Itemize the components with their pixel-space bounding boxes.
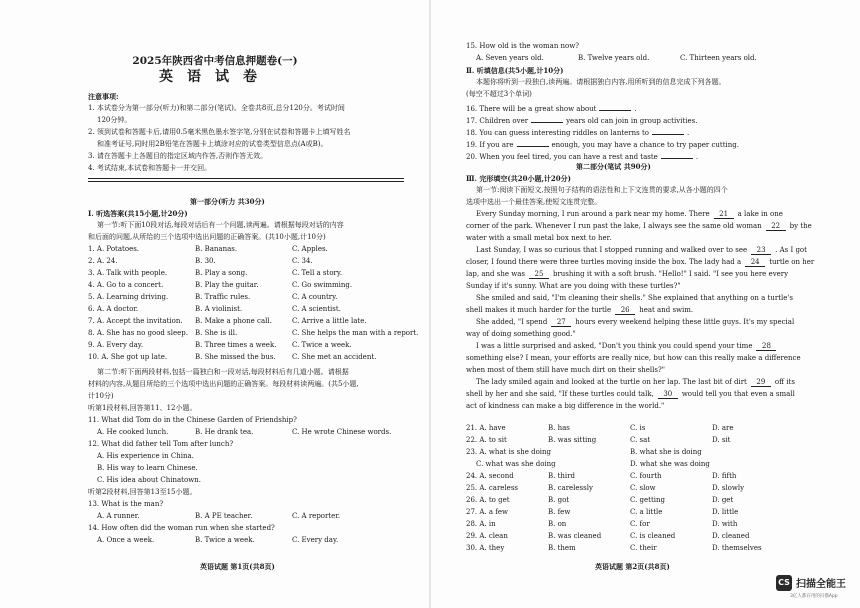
cloze-blank-number[interactable]: 21	[714, 210, 734, 219]
question-option-a[interactable]: 7. A. Accept the invitation.	[88, 317, 183, 325]
cloze-blank-number[interactable]: 24	[745, 258, 765, 267]
question-13: 13. What is the man?	[88, 500, 164, 508]
passage-line	[466, 354, 801, 363]
question-option-a[interactable]: 1. A. Potatoes.	[88, 245, 140, 253]
choice-option[interactable]: B. carelessly	[548, 484, 593, 492]
passage-line	[466, 402, 664, 411]
section2-title: Ⅱ. 听填信息(共5小题,计10分)	[466, 66, 564, 75]
question-11: 11. What did Tom do in the Chinese Garden of Friendship?	[88, 416, 297, 424]
passage-text: heat and swim.	[639, 306, 694, 314]
question-option-a[interactable]: 5. A. Learning driving.	[88, 293, 169, 301]
answer-blank[interactable]	[652, 126, 684, 135]
choice-option[interactable]: 28. A. in	[466, 520, 496, 528]
cloze-blank-number[interactable]: 26	[615, 306, 635, 315]
choice-option[interactable]: D. fifth	[712, 472, 737, 480]
choice-option[interactable]: 26. A. to get	[466, 496, 510, 504]
question-option-a[interactable]: 10. A. She got up late.	[88, 353, 168, 361]
question-option-c[interactable]: C. Arrive a little late.	[292, 317, 367, 325]
section3-instruction: 选项中选出一个最佳答案,使短文连贯完整。	[466, 198, 602, 206]
passage-text: would tell you that even a small	[681, 390, 795, 398]
choice-option[interactable]: C. a little	[630, 508, 663, 516]
listen-instruction: 听第2段材料,回答第13至15小题。	[88, 488, 197, 496]
option[interactable]: C. Thirteen years old.	[680, 54, 757, 62]
question-option-b[interactable]: B. She missed the bus.	[195, 353, 276, 361]
passage-text: a lake in one	[737, 210, 783, 218]
choice-option[interactable]: 29. A. clean	[466, 532, 508, 540]
question-option-c[interactable]: C. She met an accident.	[292, 353, 377, 361]
passage-line	[466, 330, 576, 339]
option[interactable]: B. He drank tea.	[195, 428, 254, 436]
fill-question-text: 16. There will be a great show about	[466, 105, 597, 113]
section1-intro: 和后面的问题,从所给的三个选项中选出问题的正确答案。(共10小题,计10分)	[88, 233, 326, 241]
passage-text: I was a little surprised and asked, "Don't you think you could spend your time	[476, 342, 753, 350]
option[interactable]: A. Once a week.	[97, 536, 155, 544]
passage-line	[466, 222, 812, 231]
fill-question-text: 20. When you feel tired, you can have a rest and taste	[466, 153, 658, 161]
passage-text: off its	[774, 378, 795, 386]
fill-question	[466, 114, 697, 126]
question-option-c[interactable]: C. Go swimming.	[292, 281, 353, 289]
passage-line	[476, 246, 807, 255]
question-12: 12. What did father tell Tom after lunch?	[88, 440, 234, 448]
section2-intro: 材料的内容,从题目所给的三个选项中选出问题的正确答案。每段材料读两遍。(共5小题,	[88, 380, 359, 388]
notice-line: 4. 考试结束,本试卷和答题卡一并交回。	[88, 164, 212, 172]
question-option-b[interactable]: B. Play a song.	[195, 269, 248, 277]
question-option-c[interactable]: C. Apples.	[292, 245, 328, 253]
passage-line	[476, 294, 793, 303]
divider-line	[88, 181, 404, 182]
notice-line: 1. 本试卷分为第一部分(听力)和第二部分(笔试)。全卷共8页,总分120分。考试时间	[88, 104, 345, 112]
cloze-blank-number[interactable]: 30	[658, 390, 678, 399]
question-option-a[interactable]: 4. A. Go to a concert.	[88, 281, 164, 289]
question-option-a[interactable]: 2. A. 24.	[88, 257, 118, 265]
passage-line	[466, 390, 795, 399]
question-option-c[interactable]: C. She helps the man with a report.	[292, 329, 419, 337]
question-option-b[interactable]: B. She is ill.	[195, 329, 238, 337]
choice-option[interactable]: 30. A. they	[466, 544, 505, 552]
passage-line	[476, 318, 794, 327]
choice-option[interactable]: D. get	[712, 496, 734, 504]
choice-option[interactable]: C. is	[630, 424, 646, 432]
passage-line	[466, 282, 681, 291]
part1-title: 第一部分(听力 共30分)	[190, 197, 265, 206]
fill-question-text: 17. Children over	[466, 117, 529, 125]
passage-text: something else? I mean, your efforts are really nice, but how can this really make a difference	[466, 354, 801, 362]
passage-text: She added, "I spend	[476, 318, 548, 326]
choice-option[interactable]: 21. A. have	[466, 424, 506, 432]
fill-question-text: .	[634, 105, 637, 113]
option[interactable]: B. Twice a week.	[195, 536, 255, 544]
section1-title: Ⅰ. 听选答案(共15小题,计20分)	[88, 209, 188, 218]
choice-option[interactable]: D. slowly	[712, 484, 745, 492]
question-option-a[interactable]: 8. A. She has no good sleep.	[88, 329, 188, 337]
choice-option[interactable]: D. are	[712, 424, 734, 432]
choice-option[interactable]: B. was sitting	[548, 436, 597, 444]
choice-option[interactable]: C. slow	[630, 484, 656, 492]
passage-text: Last Sunday, I was so curious that I stopped running and walked over to see	[476, 246, 748, 254]
passage-line	[466, 270, 788, 279]
question-option-c[interactable]: C. Twice a week.	[292, 341, 352, 349]
option[interactable]: B. A PE teacher.	[195, 512, 253, 520]
choice-option[interactable]: C. is cleaned	[630, 532, 676, 540]
choice-option[interactable]: D. sit	[712, 436, 731, 444]
choice-option[interactable]: 23. A. what is she doing	[466, 448, 552, 456]
divider-line	[88, 178, 404, 179]
question-option-a[interactable]: 9. A. Every day.	[88, 341, 144, 349]
choice-option[interactable]: C. getting	[630, 496, 666, 504]
question-option-b[interactable]: B. Bananas.	[195, 245, 238, 253]
question-15: 15. How old is the woman now?	[466, 42, 580, 50]
cloze-blank-number[interactable]: 29	[751, 378, 771, 387]
passage-text: shell by her and she said, "If these turtles could talk,	[466, 390, 654, 398]
fill-question-text: enough, you may have a chance to try paper cutting.	[551, 141, 739, 149]
passage-line	[466, 234, 611, 243]
choice-option[interactable]: D. cleaned	[712, 532, 750, 540]
passage-text: Sunday if it's sunny. What are you doing with these turtles?"	[466, 282, 681, 290]
section2-intro: 第二节:听下面两段材料,包括一篇独白和一段对话,每段材料后有几道小题。请根据	[97, 368, 349, 376]
exam-subject: 英语试卷	[159, 69, 271, 85]
question-14: 14. How often did the woman run when she started?	[88, 524, 275, 532]
cloze-blank-number[interactable]: 28	[756, 342, 776, 351]
exam-title: 2025年陕西省中考信息押题卷(一)	[132, 55, 298, 67]
passage-text: turtle on her	[769, 258, 815, 266]
question-option-c[interactable]: C. A country.	[292, 293, 338, 301]
cloze-blank-number[interactable]: 23	[751, 246, 771, 255]
passage-text: shell makes it much harder for the turtle	[466, 306, 612, 314]
choice-option[interactable]: B. has	[548, 424, 570, 432]
choice-option[interactable]: B. was cleaned	[548, 532, 602, 540]
choice-option[interactable]: D. little	[712, 508, 739, 516]
passage-text: when most of them still have much dirt on their shells?"	[466, 366, 665, 374]
passage-text: hours every weekend helping these little guys. It's my special	[575, 318, 795, 326]
fill-question-text: 18. You can guess interesting riddles on lanterns to	[466, 129, 650, 137]
passage-text: corner of the park. Whenever I run past the lake, I always see the same old woman	[466, 222, 762, 230]
question-option-b[interactable]: B. Three times a week.	[195, 341, 277, 349]
passage-text: brushing it with a soft brush. "Hello!" I said. "I see you here every	[552, 270, 789, 278]
choice-option[interactable]: 25. A. careless	[466, 484, 519, 492]
option[interactable]: C. His idea about Chinatown.	[97, 476, 201, 484]
section2-instruction: 本题你将听到一段独白,读两遍。请根据独白内容,用所听到的信息完成下列各题。	[476, 78, 726, 86]
choice-option[interactable]: C. sat	[630, 436, 651, 444]
cloze-blank-number[interactable]: 22	[766, 222, 786, 231]
choice-option[interactable]: D. themselves	[712, 544, 762, 552]
scanner-logo-icon: CS	[776, 575, 792, 591]
fill-question-text: .	[695, 153, 699, 161]
cloze-blank-number[interactable]: 27	[551, 318, 571, 327]
passage-line	[476, 210, 783, 219]
page-fold	[429, 0, 431, 608]
cloze-blank-number[interactable]: 25	[529, 270, 549, 279]
option[interactable]: C. Every day.	[292, 536, 339, 544]
question-option-a[interactable]: 6. A. A doctor.	[88, 305, 139, 313]
passage-text: water with a small metal box next to her.	[466, 234, 612, 242]
notice-line: 和准考证号,同时用2B铅笔在答题卡上填涂对应的试卷类型信息点(A或B)。	[97, 140, 328, 148]
option[interactable]: A. His experience in China.	[97, 452, 194, 460]
option[interactable]: B. His way to learn Chinese.	[97, 464, 198, 472]
fill-question-text: .	[687, 129, 690, 137]
passage-text: Every Sunday morning, I run around a park near my home. There	[476, 210, 710, 218]
passage-text: She smiled and said, "I'm cleaning their shells." She explained that anything on a turtle's	[476, 294, 793, 302]
scanner-app-name: 扫描全能王	[796, 579, 846, 590]
passage-text: by the	[789, 222, 812, 230]
passage-text: act of kindness can make a big difference in the world."	[466, 402, 665, 410]
question-option-b[interactable]: B. Traffic rules.	[195, 293, 251, 301]
question-option-c[interactable]: C. 34.	[292, 257, 313, 265]
fill-question	[466, 102, 637, 114]
passage-text: way of doing something good."	[466, 330, 576, 338]
choice-option[interactable]: C. for	[630, 520, 650, 528]
answer-blank[interactable]	[661, 150, 693, 159]
answer-blank[interactable]	[599, 102, 631, 111]
passage-line	[466, 258, 814, 267]
option[interactable]: C. A reporter.	[292, 512, 341, 520]
fill-question	[466, 138, 739, 150]
notice-line: 3. 请在答题卡上各题目的指定区域内作答,否则作答无效。	[88, 152, 268, 160]
question-option-b[interactable]: B. A violinist.	[195, 305, 243, 313]
page-footer: 英语试题 第2页(共8页)	[595, 562, 670, 571]
choice-option[interactable]: 22. A. to sit	[466, 436, 507, 444]
passage-text: . As I got	[775, 246, 807, 254]
question-option-c[interactable]: C. A scientist.	[292, 305, 341, 313]
option[interactable]: A. Seven years old.	[476, 54, 544, 62]
choice-option[interactable]: C. fourth	[630, 472, 662, 480]
notice-line: 2. 领到试卷和答题卡后,请用0.5毫米黑色墨水签字笔,分别在试卷和答题卡上填写姓名	[88, 128, 351, 136]
fill-question-text: 19. If you are	[466, 141, 514, 149]
choice-option[interactable]: D. what she was doing	[630, 460, 710, 468]
question-option-b[interactable]: B. Play the guitar.	[195, 281, 259, 289]
fill-question	[466, 150, 698, 162]
question-option-a[interactable]: 3. A. Talk with people.	[88, 269, 168, 277]
section3-title: Ⅲ. 完形填空(共20小题,计20分)	[466, 174, 571, 183]
option[interactable]: C. He wrote Chinese words.	[292, 428, 392, 436]
section3-instruction: 第一节:阅读下面短文,按照句子结构的语法性和上下文连贯的要求,从各小题的四个	[476, 186, 728, 194]
passage-line	[466, 306, 693, 315]
choice-option[interactable]: B. got	[548, 496, 570, 504]
answer-blank[interactable]	[531, 114, 563, 123]
option[interactable]: B. Twelve years old.	[578, 54, 650, 62]
passage-line	[476, 378, 795, 387]
question-option-c[interactable]: C. Tell a story.	[292, 269, 343, 277]
notice-heading: 注意事项:	[88, 92, 119, 101]
answer-blank[interactable]	[517, 138, 549, 147]
choice-option[interactable]: B. third	[548, 472, 575, 480]
choice-option[interactable]: B. few	[548, 508, 571, 516]
passage-text: closer, I found there were three turtles moving inside the box. The lady had a	[466, 258, 742, 266]
passage-line	[466, 366, 665, 375]
listen-instruction: 听第1段材料,回答第11、12小题。	[88, 404, 197, 412]
choice-option[interactable]: B. what she is doing	[630, 448, 702, 456]
choice-option[interactable]: B. on	[548, 520, 567, 528]
scanner-tagline: 3亿人都在用的扫描App	[790, 594, 838, 599]
fill-question-text: years old can join in group activities.	[566, 117, 698, 125]
question-option-b[interactable]: B. 30.	[195, 257, 216, 265]
fill-question	[466, 126, 689, 138]
passage-text: The lady smiled again and looked at the turtle on her lap. The last bit of dirt	[476, 378, 747, 386]
choice-option[interactable]: 27. A. a few	[466, 508, 508, 516]
page-footer: 英语试题 第1页(共8页)	[200, 562, 275, 571]
part2-title: 第二部分(笔试 共90分)	[576, 162, 651, 171]
choice-option[interactable]: C. what was she doing	[476, 460, 556, 468]
choice-option[interactable]: 24. A. second	[466, 472, 514, 480]
option[interactable]: A. A runner.	[97, 512, 140, 520]
choice-option[interactable]: D. with	[712, 520, 738, 528]
choice-option[interactable]: B. them	[548, 544, 576, 552]
passage-line	[476, 342, 780, 351]
section2-intro: 计10分)	[88, 392, 114, 400]
passage-text: lap, and she was	[466, 270, 525, 278]
option[interactable]: A. He cooked lunch.	[97, 428, 169, 436]
section1-intro: 第一节:听下面10段对话,每段对话后有一个问题,读两遍。请根据每段对话的内容	[97, 221, 344, 229]
section2-instruction: (每空不超过3个单词)	[466, 90, 532, 98]
question-option-b[interactable]: B. Make a phone call.	[195, 317, 272, 325]
notice-line: 120分钟。	[97, 116, 132, 124]
choice-option[interactable]: C. their	[630, 544, 657, 552]
